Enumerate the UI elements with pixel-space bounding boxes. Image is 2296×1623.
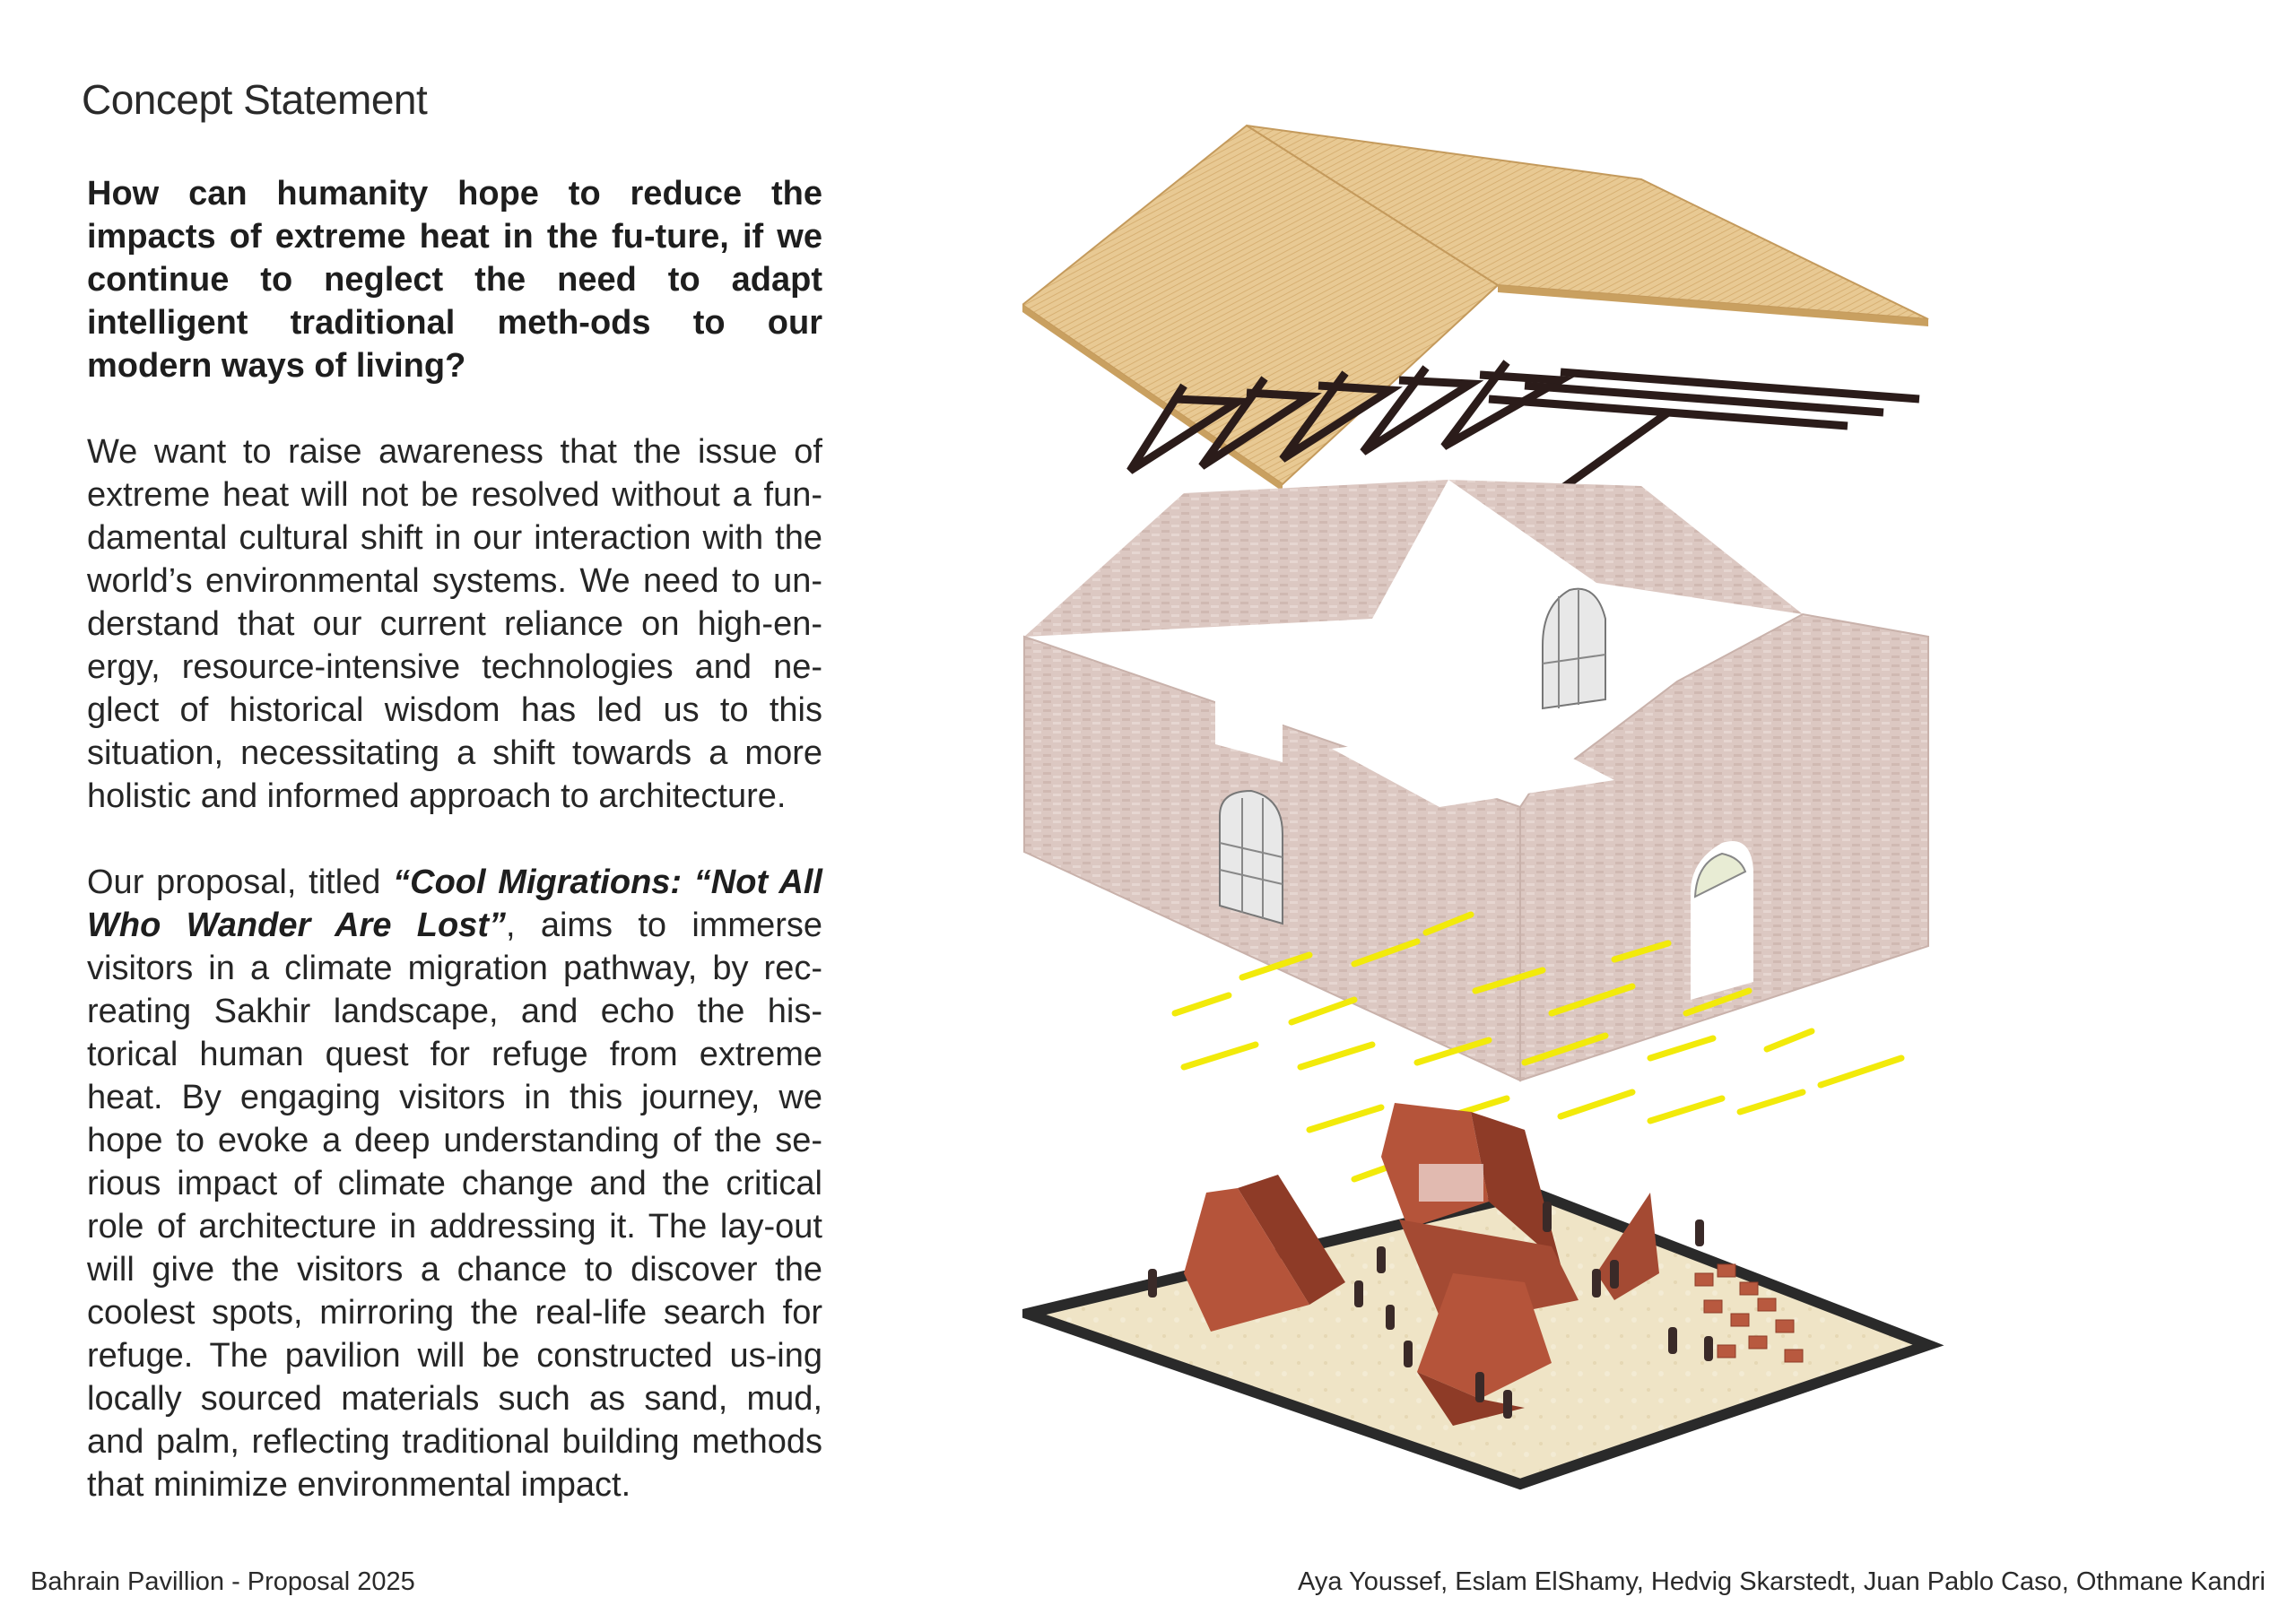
- footer-authors: Aya Youssef, Eslam ElShamy, Hedvig Skarstedt, Juan Pablo Caso, Othmane Kandri: [1298, 1567, 2266, 1596]
- concept-paragraph-2: [87, 861, 822, 1506]
- paragraph-2-intro: Our proposal, titled: [87, 864, 394, 901]
- concept-paragraph-1: We want to raise awareness that the issue of extreme heat will not be resolved without a fun-damental cultural shift in our interaction with the world’s environmental systems. We need to un-derstand that our current reliance on high-en-ergy, resource-intensive technologies and ne-glect of historical wisdom has led us to this situation, necessitating a shift towards a more holistic and informed approach to architecture.: [87, 433, 822, 815]
- concept-question: How can humanity hope to reduce the impacts of extreme heat in the fu-ture, if we continue to neglect the need to adapt intelligent traditional meth-ods to our modern ways of living?: [87, 175, 822, 385]
- exploded-axonometric-drawing: [1022, 117, 1973, 1497]
- exploded-roof-icon: [1022, 126, 1928, 491]
- proposal-title: “Cool Migrations: “Not All Who Wander Are Lost”: [87, 864, 822, 944]
- concept-text-column: [87, 172, 822, 1506]
- paragraph-2-rest: , aims to immerse visitors in a climate migration pathway, by rec-reating Sakhir landscape, and echo the his-torical human quest for refuge from extreme heat. By engaging visitors in this journey, we hope to evoke a deep understanding of the se-rious impact of climate change and the critical role of architecture in addressing it. The lay-out will give the visitors a chance to discover the coolest spots, mirroring the real-life search for refuge. The pavilion will be constructed us-ing locally sourced materials such as sand, mud, and palm, reflecting traditional building methods that minimize environmental impact.: [87, 907, 822, 1504]
- footer-project-label: Bahrain Pavillion - Proposal 2025: [30, 1567, 415, 1596]
- page-title: Concept Statement: [82, 76, 428, 123]
